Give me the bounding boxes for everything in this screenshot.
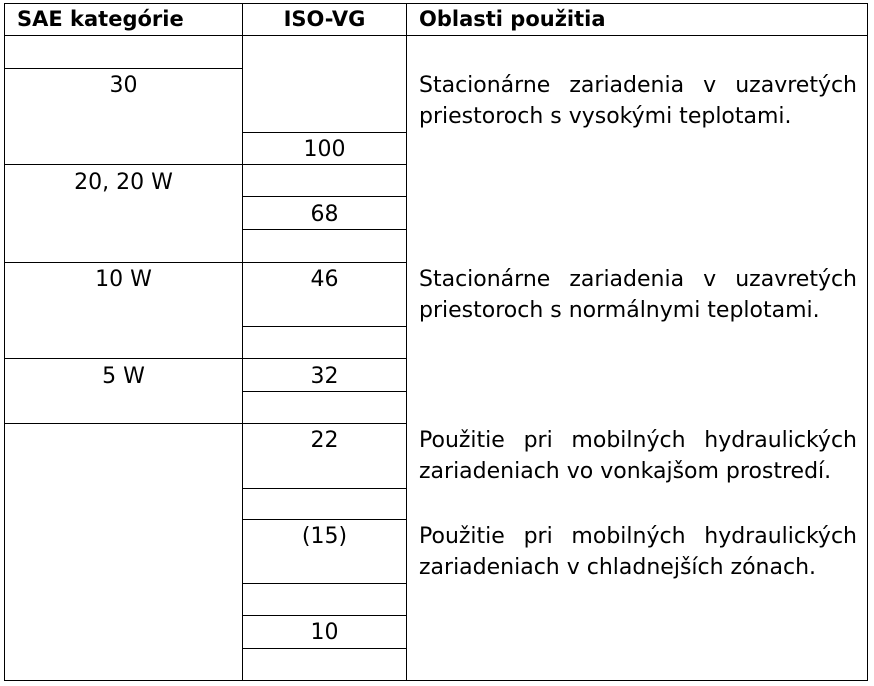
iso-vg-value: 100 <box>303 137 346 162</box>
header-divider <box>4 35 868 36</box>
use-description-line: priestoroch s normálnymi teplotami. <box>419 298 820 323</box>
iso-row-line <box>242 488 407 489</box>
use-description-line: priestoroch s vysokými teplotami. <box>419 104 792 129</box>
use-description-line: zariadeniach vo vonkajšom prostredí. <box>419 459 832 484</box>
iso-row-line <box>242 358 407 359</box>
iso-vg-value: (15) <box>301 524 348 549</box>
iso-row-line <box>242 519 407 520</box>
use-description-line: Stacionárne zariadenia v uzavretých <box>419 267 857 292</box>
column-divider-1 <box>242 3 243 681</box>
iso-row-line <box>242 615 407 616</box>
sae-row-line <box>4 68 243 69</box>
use-description-line: Použitie pri mobilných hydraulických <box>419 524 857 549</box>
use-description-line: zariadeniach v chladnejších zónach. <box>419 555 817 580</box>
border-right <box>867 3 868 681</box>
iso-vg-value: 10 <box>310 620 339 645</box>
column-divider-2 <box>406 3 407 681</box>
iso-row-line <box>242 326 407 327</box>
header-iso-vg: ISO-VG <box>283 7 366 31</box>
iso-row-line <box>242 196 407 197</box>
iso-vg-value: 22 <box>310 428 339 453</box>
sae-row-line <box>4 164 243 165</box>
sae-row-line <box>4 262 243 263</box>
border-left <box>4 3 5 681</box>
use-description-line: Použitie pri mobilných hydraulických <box>419 428 857 453</box>
iso-vg-value: 68 <box>310 202 339 227</box>
sae-row-line <box>4 423 243 424</box>
use-description-line: Stacionárne zariadenia v uzavretých <box>419 73 857 98</box>
iso-row-line <box>242 648 407 649</box>
iso-row-line <box>242 583 407 584</box>
sae-row-line <box>4 358 243 359</box>
iso-row-line <box>242 262 407 263</box>
header-uses: Oblasti použitia <box>419 7 606 31</box>
iso-row-line <box>242 423 407 424</box>
iso-row-line <box>242 132 407 133</box>
header-sae: SAE kategórie <box>17 7 184 31</box>
sae-value: 10 W <box>95 267 152 292</box>
iso-vg-value: 32 <box>310 364 339 389</box>
border-bottom <box>4 680 868 681</box>
sae-value: 30 <box>109 73 138 98</box>
iso-vg-value: 46 <box>310 267 339 292</box>
sae-value: 20, 20 W <box>74 170 173 195</box>
sae-value: 5 W <box>102 364 145 389</box>
